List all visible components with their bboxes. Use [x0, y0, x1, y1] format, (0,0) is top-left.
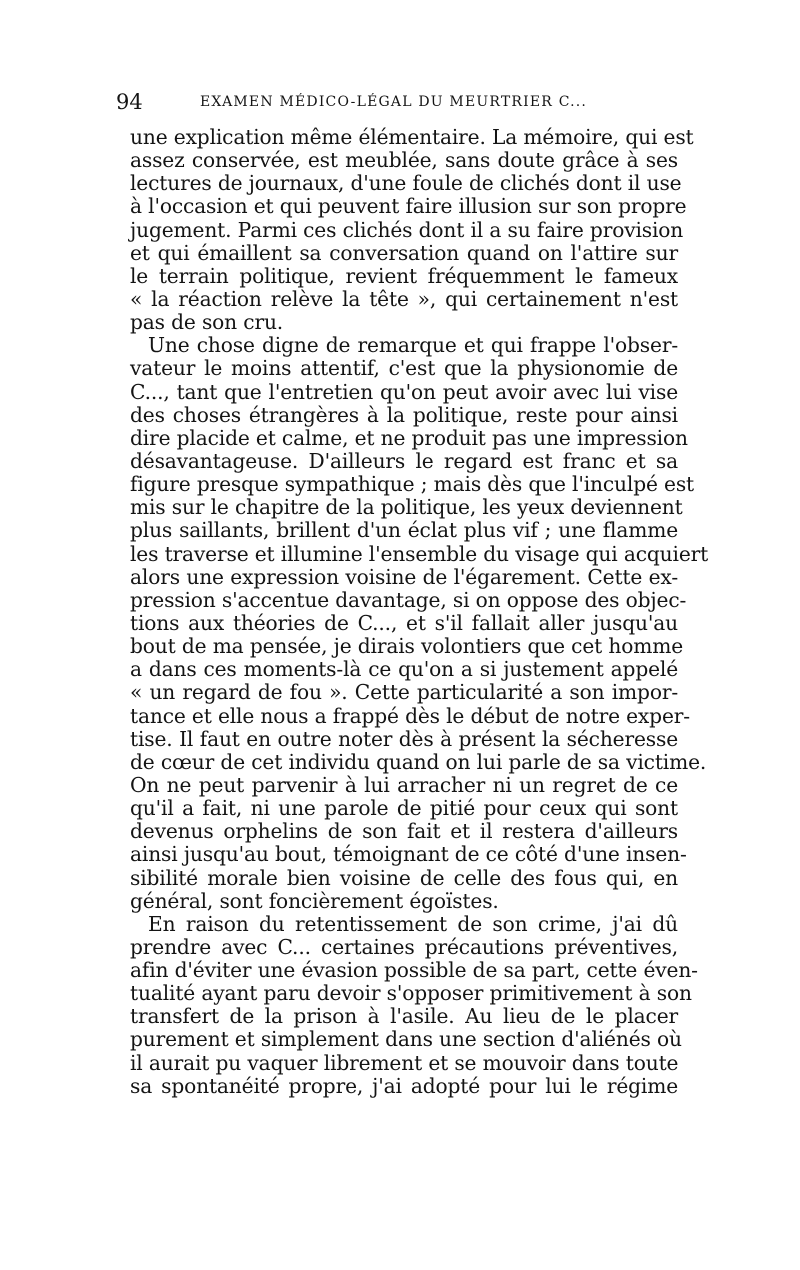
text-line: tance et elle nous a frappé dès le début de notre exper- [130, 703, 690, 728]
running-title: EXAMEN MÉDICO-LÉGAL DU MEURTRIER C... [200, 94, 588, 110]
text-line: On ne peut parvenir à lui arracher ni un regret de ce [130, 772, 678, 797]
text-line: plus saillants, brillent d'un éclat plus vif ; une flamme [130, 518, 678, 543]
paragraph-start-line: En raison du retentissement de son crime, j'ai dû [148, 911, 678, 936]
text-line: sa spontanéité propre, j'ai adopté pour lui le régime [130, 1073, 678, 1098]
text-line: à l'occasion et qui peuvent faire illusion sur son propre [130, 194, 687, 219]
text-line: des choses étrangères à la politique, reste pour ainsi [130, 402, 678, 427]
text-line: tualité ayant paru devoir s'opposer primitivement à son [130, 981, 692, 1006]
text-line: lectures de journaux, d'une foule de clichés dont il use [130, 171, 682, 196]
page-number: 94 [116, 90, 143, 114]
text-line: devenus orphelins de son fait et il restera d'ailleurs [130, 819, 678, 844]
text-line: de cœur de cet individu quand on lui parle de sa victime. [130, 749, 707, 774]
text-line: il aurait pu vaquer librement et se mouvoir dans toute [130, 1050, 679, 1075]
paragraph-start-line: Une chose digne de remarque et qui frappe l'obser- [148, 333, 678, 358]
text-line: figure presque sympathique ; mais dès que l'inculpé est [130, 472, 695, 497]
text-line: le terrain politique, revient fréquemment le fameux [130, 263, 678, 288]
text-line: assez conservée, est meublée, sans doute grâce à ses [130, 148, 678, 173]
text-line: sibilité morale bien voisine de celle des fous qui, en [130, 865, 678, 890]
running-head [116, 90, 700, 114]
text-line: tise. Il faut en outre noter dès à présent la sécheresse [130, 726, 678, 751]
text-line: a dans ces moments-là ce qu'on a si justement appelé [130, 657, 678, 682]
text-line: mis sur le chapitre de la politique, les yeux deviennent [130, 495, 683, 520]
text-line: une explication même élémentaire. La mémoire, qui est [130, 125, 694, 149]
text-line: pas de son cru. [130, 310, 284, 335]
text-line: jugement. Parmi ces clichés dont il a su faire provision [130, 217, 684, 242]
text-line: « la réaction relève la tête », qui certainement n'est [130, 286, 678, 311]
text-line: « un regard de fou ». Cette particularité a son impor- [130, 680, 678, 705]
text-line: désavantageuse. D'ailleurs le regard est franc et sa [130, 448, 678, 473]
text-line: bout de ma pensée, je dirais volontiers que cet homme [130, 634, 683, 659]
text-line: afin d'éviter une évasion possible de sa part, cette éven- [130, 958, 698, 983]
body-text [130, 125, 709, 1098]
text-line: tions aux théories de C..., et s'il fallait aller jusqu'au [130, 610, 678, 635]
text-line: dire placide et calme, et ne produit pas une impression [130, 425, 688, 450]
text-line: transfert de la prison à l'asile. Au lieu de le placer [130, 1004, 678, 1029]
text-line: vateur le moins attentif, c'est que la physionomie de [130, 356, 678, 381]
text-line: alors une expression voisine de l'égarement. Cette ex- [130, 564, 678, 589]
text-line: et qui émaillent sa conversation quand on l'attire sur [130, 240, 678, 265]
text-line: purement et simplement dans une section d'aliénés où [130, 1027, 682, 1052]
text-line: qu'il a fait, ni une parole de pitié pour ceux qui sont [130, 796, 678, 821]
text-line: les traverse et illumine l'ensemble du visage qui acquiert [130, 541, 709, 566]
text-line: général, sont foncièrement égoïstes. [130, 888, 499, 913]
text-line: ainsi jusqu'au bout, témoignant de ce côté d'une insen- [130, 842, 687, 867]
text-line: pression s'accentue davantage, si on oppose des objec- [130, 587, 687, 612]
text-line: prendre avec C... certaines précautions préventives, [130, 934, 678, 959]
text-line: C..., tant que l'entretien qu'on peut avoir avec lui vise [130, 379, 678, 404]
